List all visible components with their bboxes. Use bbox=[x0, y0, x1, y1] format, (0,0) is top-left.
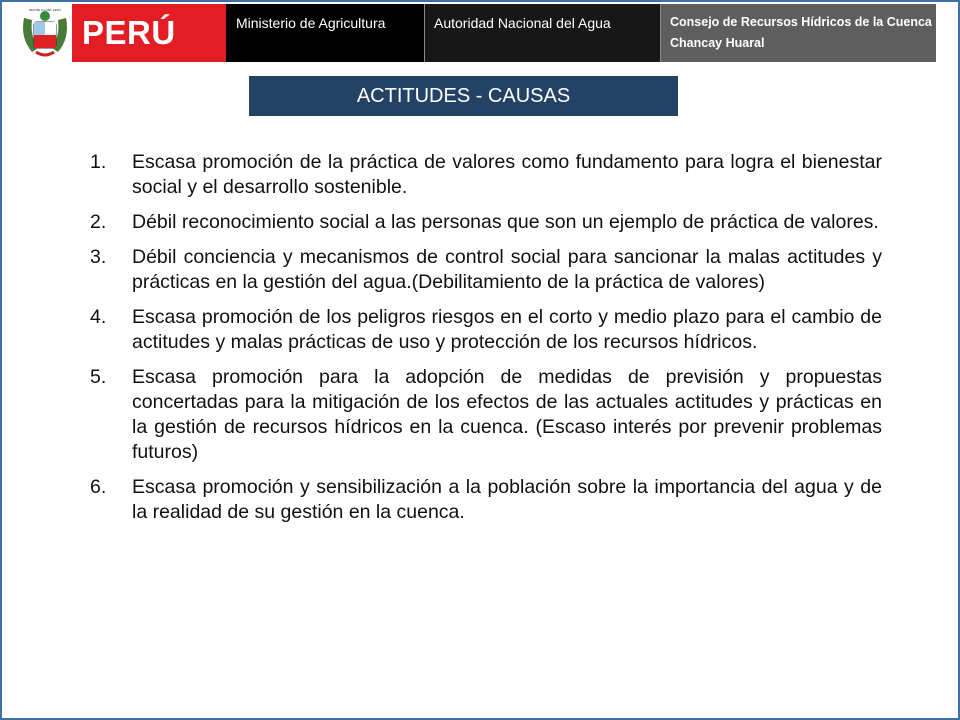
list-item bbox=[90, 150, 882, 200]
list-item-number: 5. bbox=[90, 366, 107, 388]
council-label: Consejo de Recursos Hídricos de la Cuenca Chancay Huaral bbox=[660, 4, 936, 62]
list-item-text: Débil conciencia y mecanismos de control social para sancionar la malas actitudes y prácticas en la gestión del agua.(Debilitamiento de la práctica de valores) bbox=[132, 246, 882, 293]
list-item-text: Escasa promoción y sensibilización a la población sobre la importancia del agua y de la realidad de su gestión en la cuenca. bbox=[132, 476, 882, 523]
list-item bbox=[90, 365, 882, 465]
svg-text:REPÚBLICA DEL PERÚ: REPÚBLICA DEL PERÚ bbox=[28, 8, 62, 12]
header-banner bbox=[18, 4, 936, 62]
causes-list bbox=[90, 150, 882, 535]
ministry-label: Ministerio de Agricultura bbox=[226, 4, 424, 62]
header-divider bbox=[424, 4, 425, 62]
list-item-number: 6. bbox=[90, 476, 107, 498]
list-item-number: 1. bbox=[90, 151, 107, 173]
list-item-text: Escasa promoción de los peligros riesgos en el corto y medio plazo para el cambio de actitudes y malas prácticas de uso y protección de los recursos hídricos. bbox=[132, 306, 882, 353]
slide-title: ACTITUDES - CAUSAS bbox=[249, 76, 678, 116]
peru-coat-of-arms-icon bbox=[18, 8, 72, 62]
list-item bbox=[90, 210, 882, 235]
list-item bbox=[90, 475, 882, 525]
country-label: PERÚ bbox=[72, 4, 226, 62]
list-item-text: Escasa promoción para la adopción de medidas de previsión y propuestas concertadas para la mitigación de los efectos de las actuales actitudes y prácticas en la gestión de recursos hídricos en la cuenca. (Escaso interés por prevenir problemas futuros) bbox=[132, 366, 882, 463]
list-item bbox=[90, 245, 882, 295]
list-item-number: 2. bbox=[90, 211, 107, 233]
list-item bbox=[90, 305, 882, 355]
list-item-number: 3. bbox=[90, 246, 107, 268]
list-item-number: 4. bbox=[90, 306, 107, 328]
header-divider bbox=[660, 4, 661, 62]
authority-label: Autoridad Nacional del Agua bbox=[424, 4, 660, 62]
list-item-text: Escasa promoción de la práctica de valores como fundamento para logra el bienestar social y el desarrollo sostenible. bbox=[132, 151, 882, 198]
list-item-text: Débil reconocimiento social a las personas que son un ejemplo de práctica de valores. bbox=[132, 211, 879, 233]
